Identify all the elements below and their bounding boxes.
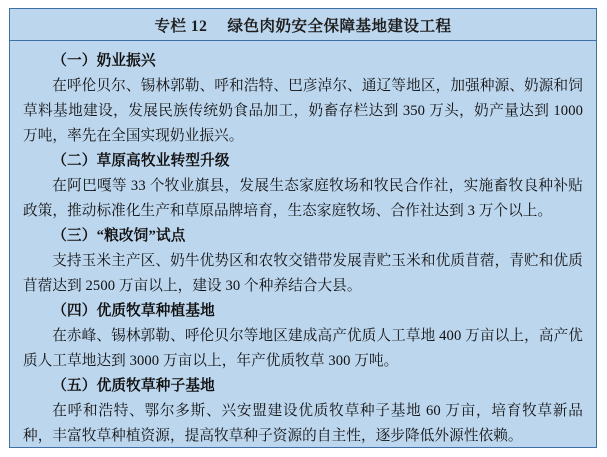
section-paragraph-4: 在赤峰、锡林郭勒、呼伦贝尔等地区建成高产优质人工草地 400 万亩以上，高产优质人工草地达到 3000 万亩以上，年产优质牧草 300 万吨。 xyxy=(23,328,583,369)
section-paragraph-3: 支持玉米主产区、奶牛优势区和农牧交错带发展青贮玉米和优质苜蓿，青贮和优质苜蓿达到 2500 万亩以上，建设 30 个种养结合大县。 xyxy=(23,253,583,294)
box-title-text: 绿色肉奶安全保障基地建设工程 xyxy=(227,17,452,35)
box-title-number: 专栏 12 xyxy=(154,17,208,35)
section-heading-3: （三）“粮改饲”试点 xyxy=(52,228,186,244)
callout-box xyxy=(9,8,597,448)
section-paragraph-2: 在阿巴嘎等 33 个牧业旗县，发展生态家庭牧场和牧民合作社，实施畜牧良种补贴政策，推动标准化生产和草原品牌培育，生态家庭牧场、合作社达到 3 万个以上。 xyxy=(23,178,583,219)
section-paragraph-5: 在呼和浩特、鄂尔多斯、兴安盟建设优质牧草种子基地 60 万亩，培育牧草新品种，丰富牧草种植资源，提高牧草种子资源的自主性，逐步降低外源性依赖。 xyxy=(23,403,583,444)
section-heading-4: （四）优质牧草种植基地 xyxy=(52,303,215,319)
box-title xyxy=(10,9,596,41)
section-heading-1: （一）奶业振兴 xyxy=(52,53,156,69)
box-body xyxy=(10,41,596,448)
section-heading-2: （二）草原高牧业转型升级 xyxy=(52,153,230,169)
section-paragraph-1: 在呼伦贝尔、锡林郭勒、呼和浩特、巴彦淖尔、通辽等地区，加强种源、奶源和饲草料基地建设，发展民族传统奶食品加工，奶畜存栏达到 350 万头，奶产量达到 1000 万吨，率先在全国实现奶业振兴。 xyxy=(23,78,583,144)
section-heading-5: （五）优质牧草种子基地 xyxy=(52,378,215,394)
